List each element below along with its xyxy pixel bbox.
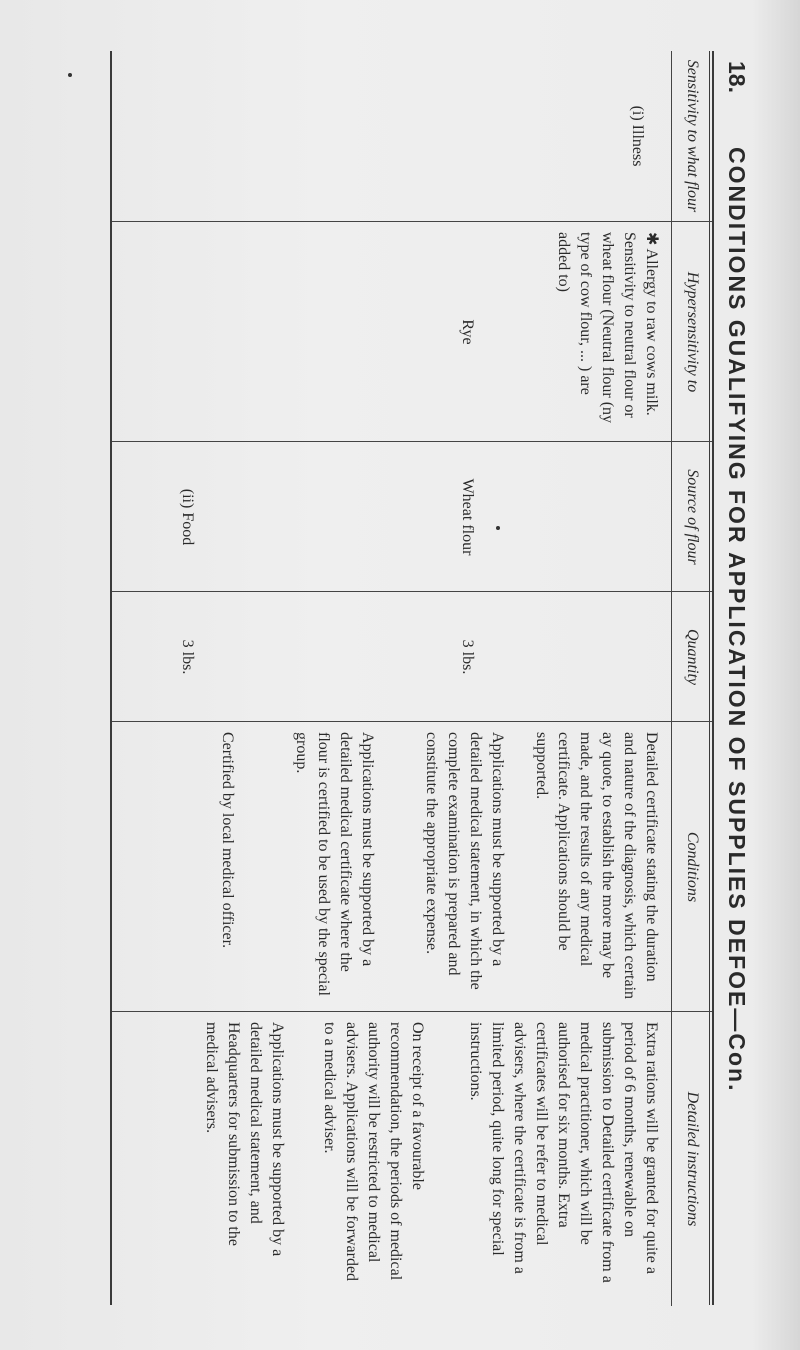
cell-instructions-2: On receipt of a favourable recommendation, the periods of medical authority will be restricted to medical advisers. Applications will be forwarded to a medical adviser.	[321, 1022, 426, 1282]
column-source	[112, 441, 712, 592]
column-header: Conditions	[671, 722, 712, 1012]
column-header: Source of flour	[671, 442, 712, 592]
column-quantity	[112, 591, 712, 722]
column-header: Hypersensitivity to	[671, 222, 712, 442]
cell-allergy: ✱ Allergy to raw cows milk. Sensitivity to neutral flour or wheat flour (Neutral flour (ny type of cow flour, ... ) are added to)	[555, 232, 660, 424]
section-number: 18.	[724, 61, 750, 93]
column-header: Sensitivity to what flour	[671, 51, 712, 221]
column-hypersensitivity	[112, 221, 712, 442]
column-sensitivity	[112, 51, 712, 221]
cell-food: (ii) Food	[179, 488, 196, 546]
column-header: Quantity	[671, 592, 712, 722]
cell-quantity-2: 3 lbs.	[179, 639, 196, 675]
column-instructions	[112, 1011, 712, 1306]
cell-wheat-flour: Wheat flour	[459, 478, 476, 556]
header-rule	[712, 51, 714, 1305]
column-header: Detailed instructions	[671, 1012, 712, 1306]
conditions-table	[110, 51, 712, 1305]
cell-conditions-1: Detailed certificate stating the duration and nature of the diagnosis, which certain ay quote, to establish the more may be made, and the results of any medical certificate. Applications should be supported.	[533, 732, 660, 1000]
cell-conditions-3: Applications must be supported by a detailed medical certificate where the flour is certified to be used by the special group.	[293, 732, 376, 996]
cell-conditions-4: Certified by local medical officer.	[219, 732, 236, 949]
cell-conditions-2: Applications must be supported by a detailed medical statement, in which the complete examination is prepared and constitute the appropriate expense.	[423, 732, 506, 990]
speck	[496, 526, 500, 530]
cell-rye: Rye	[459, 319, 476, 345]
document-content	[33, 51, 756, 1305]
cell-instructions-1: Extra rations will be granted for quite a period of 6 months, renewable on submission to Detailed certificate from a medical practitioner, which will be authorised for six months. Extra certificates will be refer to medical advisers, where the certificate is from a limited period, quite long for special instructions.	[467, 1022, 660, 1283]
speck	[68, 73, 72, 77]
column-conditions	[112, 721, 712, 1012]
page-title: CONDITIONS GUALIFYING FOR APPLICATION OF SUPPLIES DEFOE—Con.	[724, 147, 750, 1093]
cell-instructions-3: Applications must be supported by a detailed medical statement, and Headquarters for submission to the medical advisers.	[203, 1022, 286, 1257]
cell-illness: (i) Illness	[629, 105, 646, 167]
cell-quantity: 3 lbs.	[459, 639, 476, 675]
page-header	[716, 51, 756, 1305]
